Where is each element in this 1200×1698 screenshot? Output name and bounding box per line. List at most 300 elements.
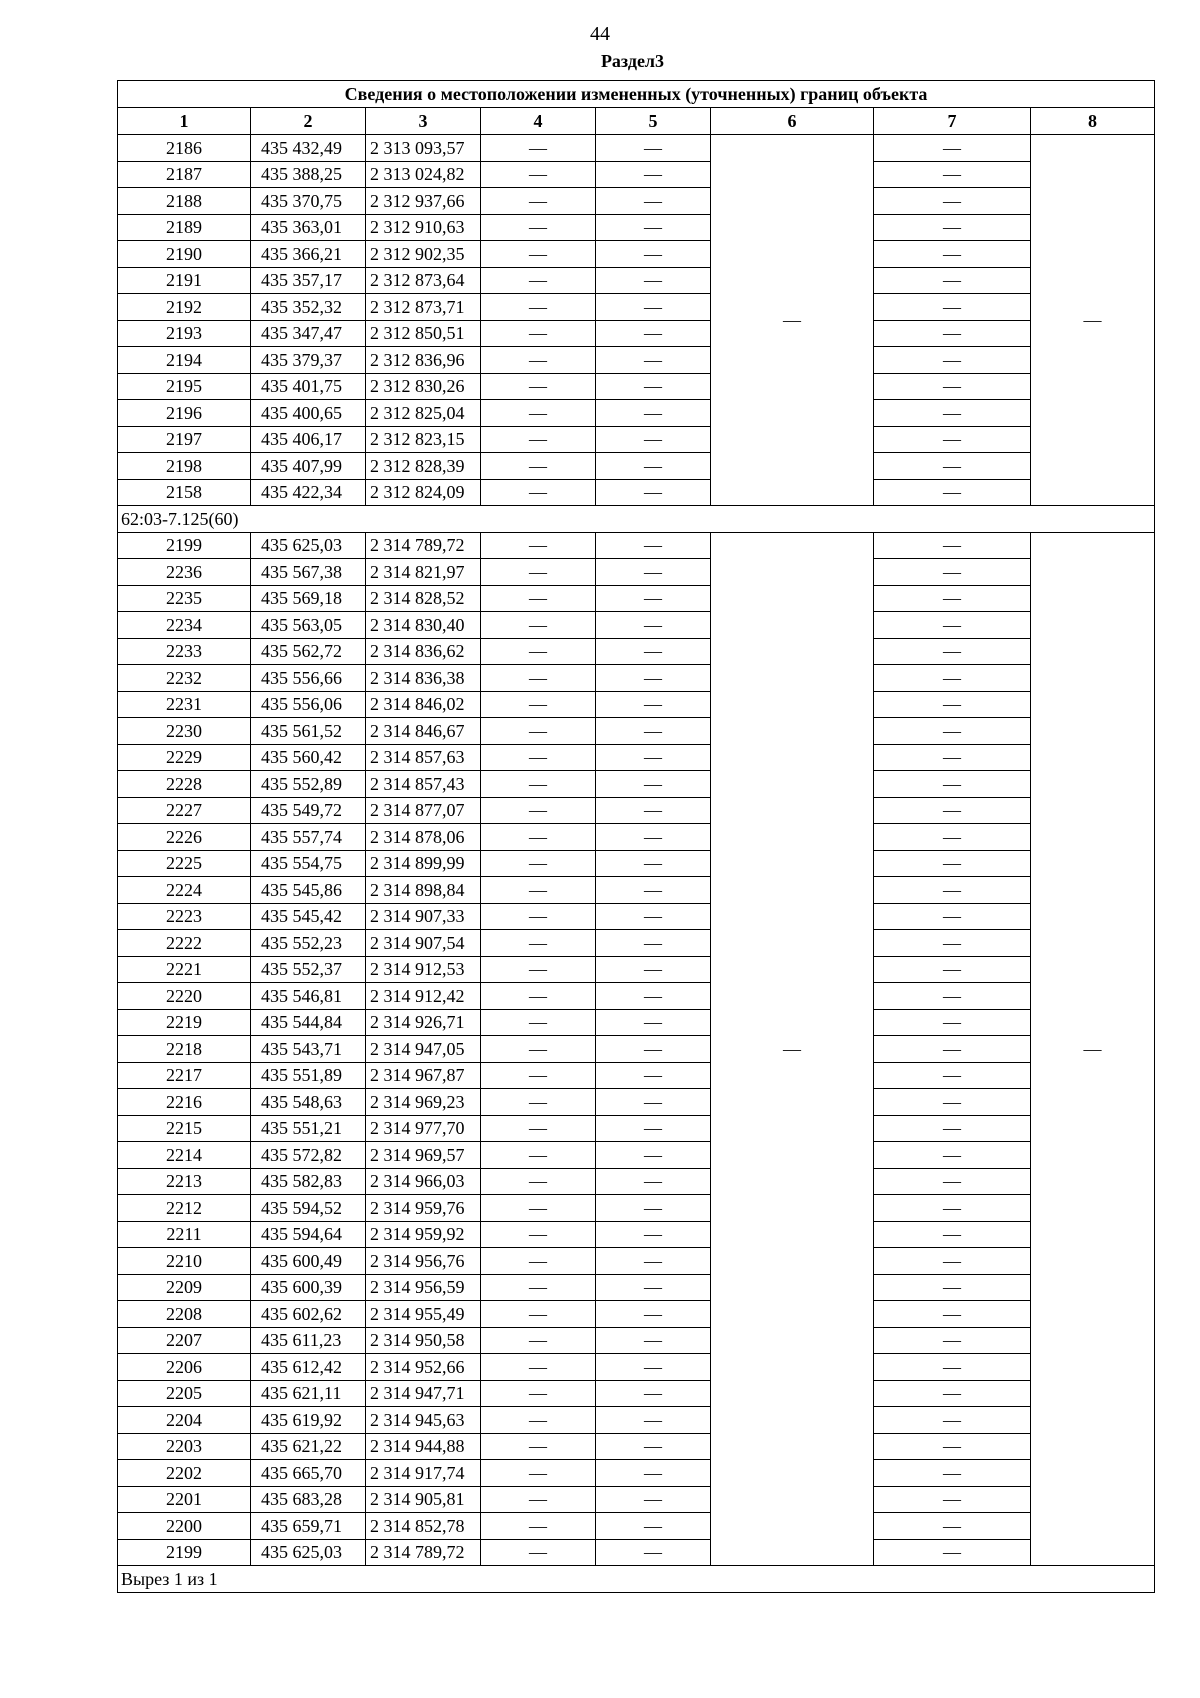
point-number-cell: 2187: [118, 161, 251, 188]
dash-cell: —: [596, 850, 711, 877]
table-row: [118, 1036, 1155, 1063]
y-coordinate-cell: 2 314 959,92: [366, 1221, 481, 1248]
dash-cell: —: [874, 426, 1031, 453]
table-row: [118, 1327, 1155, 1354]
dash-cell: —: [481, 1301, 596, 1328]
point-number-cell: 2218: [118, 1036, 251, 1063]
dash-cell: —: [874, 320, 1031, 347]
dash-cell: —: [481, 797, 596, 824]
y-coordinate-cell: 2 314 857,63: [366, 744, 481, 771]
point-number-cell: 2221: [118, 956, 251, 983]
table-row: [118, 1168, 1155, 1195]
dash-cell: —: [874, 1433, 1031, 1460]
dash-cell: —: [874, 612, 1031, 639]
dash-cell: —: [596, 188, 711, 215]
y-coordinate-cell: 2 314 944,88: [366, 1433, 481, 1460]
dash-cell: —: [874, 1274, 1031, 1301]
table-row: [118, 983, 1155, 1010]
table-row: [118, 161, 1155, 188]
point-number-cell: 2193: [118, 320, 251, 347]
point-number-cell: 2216: [118, 1089, 251, 1116]
y-coordinate-cell: 2 313 024,82: [366, 161, 481, 188]
point-number-cell: 2210: [118, 1248, 251, 1275]
table-row: [118, 532, 1155, 559]
x-coordinate-cell: 435 567,38: [251, 559, 366, 586]
y-coordinate-cell: 2 314 969,23: [366, 1089, 481, 1116]
dash-cell: —: [481, 1513, 596, 1540]
dash-cell: —: [874, 1407, 1031, 1434]
dash-cell: —: [874, 559, 1031, 586]
dash-cell: —: [596, 135, 711, 162]
point-number-cell: 2201: [118, 1486, 251, 1513]
table-row: [118, 1460, 1155, 1487]
x-coordinate-cell: 435 548,63: [251, 1089, 366, 1116]
table-row: [118, 1009, 1155, 1036]
dash-cell: —: [596, 1221, 711, 1248]
x-coordinate-cell: 435 543,71: [251, 1036, 366, 1063]
dash-cell: —: [596, 267, 711, 294]
dash-cell: —: [874, 188, 1031, 215]
point-number-cell: 2208: [118, 1301, 251, 1328]
dash-cell: —: [481, 559, 596, 586]
y-coordinate-cell: 2 314 846,02: [366, 691, 481, 718]
table-row: [118, 1433, 1155, 1460]
dash-cell: —: [481, 1221, 596, 1248]
y-coordinate-cell: 2 314 789,72: [366, 532, 481, 559]
x-coordinate-cell: 435 551,21: [251, 1115, 366, 1142]
x-coordinate-cell: 435 621,22: [251, 1433, 366, 1460]
dash-cell: —: [596, 241, 711, 268]
dash-cell: —: [596, 1062, 711, 1089]
x-coordinate-cell: 435 388,25: [251, 161, 366, 188]
y-coordinate-cell: 2 314 836,38: [366, 665, 481, 692]
dash-cell: —: [874, 585, 1031, 612]
table-row: [118, 373, 1155, 400]
boundary-coordinates-table: [117, 80, 1155, 1593]
table-row: [118, 1195, 1155, 1222]
x-coordinate-cell: 435 556,06: [251, 691, 366, 718]
dash-cell: —: [874, 1221, 1031, 1248]
y-coordinate-cell: 2 312 825,04: [366, 400, 481, 427]
x-coordinate-cell: 435 659,71: [251, 1513, 366, 1540]
y-coordinate-cell: 2 314 905,81: [366, 1486, 481, 1513]
table-row: [118, 771, 1155, 798]
dash-cell: —: [874, 294, 1031, 321]
dash-cell: —: [874, 1513, 1031, 1540]
y-coordinate-cell: 2 314 956,76: [366, 1248, 481, 1275]
y-coordinate-cell: 2 314 956,59: [366, 1274, 481, 1301]
point-number-cell: 2200: [118, 1513, 251, 1540]
x-coordinate-cell: 435 552,37: [251, 956, 366, 983]
x-coordinate-cell: 435 544,84: [251, 1009, 366, 1036]
point-number-cell: 2199: [118, 532, 251, 559]
dash-cell: —: [481, 930, 596, 957]
table-row: [118, 135, 1155, 162]
dash-cell: —: [481, 1195, 596, 1222]
x-coordinate-cell: 435 572,82: [251, 1142, 366, 1169]
dash-cell: —: [874, 691, 1031, 718]
section-title: Раздел3: [600, 51, 665, 71]
dash-cell: —: [481, 1142, 596, 1169]
point-number-cell: 2225: [118, 850, 251, 877]
y-coordinate-cell: 2 314 966,03: [366, 1168, 481, 1195]
dash-cell: —: [481, 426, 596, 453]
dash-cell: —: [874, 241, 1031, 268]
dash-cell: —: [481, 665, 596, 692]
y-coordinate-cell: 2 314 907,33: [366, 903, 481, 930]
dash-cell: —: [596, 638, 711, 665]
point-number-cell: 2194: [118, 347, 251, 374]
table-row: [118, 1221, 1155, 1248]
column-number: 4: [481, 108, 596, 135]
table-row: [118, 479, 1155, 506]
table-row: [118, 267, 1155, 294]
point-number-cell: 2214: [118, 1142, 251, 1169]
x-coordinate-cell: 435 347,47: [251, 320, 366, 347]
table-row: [118, 850, 1155, 877]
x-coordinate-cell: 435 560,42: [251, 744, 366, 771]
dash-cell: —: [596, 1115, 711, 1142]
dash-cell: —: [481, 373, 596, 400]
dash-cell: —: [874, 400, 1031, 427]
y-coordinate-cell: 2 314 969,57: [366, 1142, 481, 1169]
table-row: [118, 1089, 1155, 1116]
y-coordinate-cell: 2 314 857,43: [366, 771, 481, 798]
y-coordinate-cell: 2 314 907,54: [366, 930, 481, 957]
table-row: [118, 347, 1155, 374]
dash-cell: —: [481, 1433, 596, 1460]
x-coordinate-cell: 435 551,89: [251, 1062, 366, 1089]
dash-cell: —: [596, 161, 711, 188]
dash-cell: —: [596, 426, 711, 453]
dash-cell: —: [596, 1433, 711, 1460]
point-number-cell: 2206: [118, 1354, 251, 1381]
y-coordinate-cell: 2 314 912,53: [366, 956, 481, 983]
x-coordinate-cell: 435 594,64: [251, 1221, 366, 1248]
x-coordinate-cell: 435 562,72: [251, 638, 366, 665]
table-row: [118, 241, 1155, 268]
table-row: [118, 1407, 1155, 1434]
dash-cell: —: [481, 1036, 596, 1063]
dash-cell: —: [596, 320, 711, 347]
y-coordinate-cell: 2 314 899,99: [366, 850, 481, 877]
cadastral-subheader: 62:03-7.125(60): [118, 506, 1155, 533]
point-number-cell: 2226: [118, 824, 251, 851]
x-coordinate-cell: 435 363,01: [251, 214, 366, 241]
dash-cell: —: [874, 1062, 1031, 1089]
dash-cell: —: [874, 1142, 1031, 1169]
dash-cell: —: [481, 850, 596, 877]
merged-dash-cell: —: [711, 532, 874, 1566]
dash-cell: —: [481, 453, 596, 480]
merged-dash-cell: —: [1031, 135, 1155, 506]
y-coordinate-cell: 2 312 873,64: [366, 267, 481, 294]
x-coordinate-cell: 435 370,75: [251, 188, 366, 215]
y-coordinate-cell: 2 314 926,71: [366, 1009, 481, 1036]
table-row: [118, 426, 1155, 453]
dash-cell: —: [874, 347, 1031, 374]
y-coordinate-cell: 2 314 917,74: [366, 1460, 481, 1487]
point-number-cell: 2223: [118, 903, 251, 930]
point-number-cell: 2224: [118, 877, 251, 904]
dash-cell: —: [874, 1009, 1031, 1036]
dash-cell: —: [481, 1407, 596, 1434]
table-row: [118, 824, 1155, 851]
dash-cell: —: [596, 983, 711, 1010]
dash-cell: —: [481, 691, 596, 718]
table-row: [118, 294, 1155, 321]
table-row: [118, 1062, 1155, 1089]
dash-cell: —: [596, 532, 711, 559]
dash-cell: —: [596, 1009, 711, 1036]
point-number-cell: 2230: [118, 718, 251, 745]
dash-cell: —: [874, 161, 1031, 188]
dash-cell: —: [874, 718, 1031, 745]
page-number: 44: [590, 23, 610, 45]
x-coordinate-cell: 435 600,39: [251, 1274, 366, 1301]
dash-cell: —: [481, 135, 596, 162]
table-body: [118, 81, 1155, 1593]
dash-cell: —: [874, 930, 1031, 957]
y-coordinate-cell: 2 314 898,84: [366, 877, 481, 904]
dash-cell: —: [481, 1327, 596, 1354]
point-number-cell: 2220: [118, 983, 251, 1010]
y-coordinate-cell: 2 314 950,58: [366, 1327, 481, 1354]
y-coordinate-cell: 2 314 836,62: [366, 638, 481, 665]
y-coordinate-cell: 2 314 828,52: [366, 585, 481, 612]
dash-cell: —: [596, 294, 711, 321]
dash-cell: —: [596, 1539, 711, 1566]
point-number-cell: 2191: [118, 267, 251, 294]
point-number-cell: 2228: [118, 771, 251, 798]
point-number-cell: 2231: [118, 691, 251, 718]
table-title: Сведения о местоположении измененных (уточненных) границ объекта: [118, 81, 1155, 108]
dash-cell: —: [596, 903, 711, 930]
column-number: 1: [118, 108, 251, 135]
point-number-cell: 2198: [118, 453, 251, 480]
dash-cell: —: [874, 1036, 1031, 1063]
dash-cell: —: [874, 1327, 1031, 1354]
dash-cell: —: [596, 1513, 711, 1540]
x-coordinate-cell: 435 602,62: [251, 1301, 366, 1328]
dash-cell: —: [874, 956, 1031, 983]
dash-cell: —: [874, 638, 1031, 665]
dash-cell: —: [481, 214, 596, 241]
x-coordinate-cell: 435 545,42: [251, 903, 366, 930]
dash-cell: —: [874, 1380, 1031, 1407]
y-coordinate-cell: 2 314 846,67: [366, 718, 481, 745]
y-coordinate-cell: 2 312 850,51: [366, 320, 481, 347]
table-row: [118, 1301, 1155, 1328]
dash-cell: —: [596, 453, 711, 480]
footer-row: [118, 1566, 1155, 1593]
table-row: [118, 320, 1155, 347]
dash-cell: —: [874, 267, 1031, 294]
y-coordinate-cell: 2 314 947,71: [366, 1380, 481, 1407]
y-coordinate-cell: 2 314 852,78: [366, 1513, 481, 1540]
x-coordinate-cell: 435 352,32: [251, 294, 366, 321]
dash-cell: —: [596, 400, 711, 427]
y-coordinate-cell: 2 314 967,87: [366, 1062, 481, 1089]
dash-cell: —: [596, 559, 711, 586]
dash-cell: —: [874, 214, 1031, 241]
point-number-cell: 2203: [118, 1433, 251, 1460]
dash-cell: —: [874, 373, 1031, 400]
y-coordinate-cell: 2 314 952,66: [366, 1354, 481, 1381]
dash-cell: —: [874, 1460, 1031, 1487]
x-coordinate-cell: 435 545,86: [251, 877, 366, 904]
dash-cell: —: [481, 294, 596, 321]
x-coordinate-cell: 435 400,65: [251, 400, 366, 427]
point-number-cell: 2234: [118, 612, 251, 639]
subheader-row: [118, 506, 1155, 533]
table-row: [118, 956, 1155, 983]
table-row: [118, 1513, 1155, 1540]
dash-cell: —: [596, 930, 711, 957]
dash-cell: —: [481, 1539, 596, 1566]
dash-cell: —: [481, 585, 596, 612]
point-number-cell: 2222: [118, 930, 251, 957]
point-number-cell: 2188: [118, 188, 251, 215]
table-row: [118, 559, 1155, 586]
dash-cell: —: [874, 1248, 1031, 1275]
table-row: [118, 797, 1155, 824]
x-coordinate-cell: 435 569,18: [251, 585, 366, 612]
column-number: 6: [711, 108, 874, 135]
dash-cell: —: [596, 1407, 711, 1434]
x-coordinate-cell: 435 407,99: [251, 453, 366, 480]
x-coordinate-cell: 435 379,37: [251, 347, 366, 374]
dash-cell: —: [596, 1142, 711, 1169]
y-coordinate-cell: 2 314 830,40: [366, 612, 481, 639]
dash-cell: —: [481, 1168, 596, 1195]
dash-cell: —: [874, 771, 1031, 798]
dash-cell: —: [596, 1195, 711, 1222]
table-row: [118, 930, 1155, 957]
dash-cell: —: [481, 1009, 596, 1036]
x-coordinate-cell: 435 549,72: [251, 797, 366, 824]
point-number-cell: 2204: [118, 1407, 251, 1434]
x-coordinate-cell: 435 552,23: [251, 930, 366, 957]
dash-cell: —: [481, 1380, 596, 1407]
table-row: [118, 1354, 1155, 1381]
table-row: [118, 1115, 1155, 1142]
point-number-cell: 2236: [118, 559, 251, 586]
dash-cell: —: [874, 665, 1031, 692]
dash-cell: —: [481, 1486, 596, 1513]
table-row: [118, 1539, 1155, 1566]
x-coordinate-cell: 435 563,05: [251, 612, 366, 639]
y-coordinate-cell: 2 314 959,76: [366, 1195, 481, 1222]
dash-cell: —: [596, 585, 711, 612]
table-row: [118, 453, 1155, 480]
x-coordinate-cell: 435 554,75: [251, 850, 366, 877]
point-number-cell: 2192: [118, 294, 251, 321]
x-coordinate-cell: 435 600,49: [251, 1248, 366, 1275]
x-coordinate-cell: 435 625,03: [251, 1539, 366, 1566]
dash-cell: —: [874, 850, 1031, 877]
dash-cell: —: [596, 771, 711, 798]
dash-cell: —: [481, 241, 596, 268]
dash-cell: —: [596, 665, 711, 692]
dash-cell: —: [481, 638, 596, 665]
column-number-row: [118, 108, 1155, 135]
y-coordinate-cell: 2 312 902,35: [366, 241, 481, 268]
merged-dash-cell: —: [1031, 532, 1155, 1566]
x-coordinate-cell: 435 625,03: [251, 532, 366, 559]
column-number: 3: [366, 108, 481, 135]
x-coordinate-cell: 435 401,75: [251, 373, 366, 400]
point-number-cell: 2196: [118, 400, 251, 427]
dash-cell: —: [481, 983, 596, 1010]
dash-cell: —: [596, 1168, 711, 1195]
table-row: [118, 1142, 1155, 1169]
point-number-cell: 2197: [118, 426, 251, 453]
table-row: [118, 877, 1155, 904]
dash-cell: —: [481, 612, 596, 639]
dash-cell: —: [596, 1380, 711, 1407]
y-coordinate-cell: 2 312 836,96: [366, 347, 481, 374]
x-coordinate-cell: 435 552,89: [251, 771, 366, 798]
x-coordinate-cell: 435 357,17: [251, 267, 366, 294]
dash-cell: —: [596, 691, 711, 718]
point-number-cell: 2213: [118, 1168, 251, 1195]
dash-cell: —: [596, 1036, 711, 1063]
table-row: [118, 744, 1155, 771]
table-footer: Вырез 1 из 1: [118, 1566, 1155, 1593]
y-coordinate-cell: 2 314 947,05: [366, 1036, 481, 1063]
dash-cell: —: [481, 903, 596, 930]
dash-cell: —: [596, 612, 711, 639]
point-number-cell: 2219: [118, 1009, 251, 1036]
point-number-cell: 2235: [118, 585, 251, 612]
dash-cell: —: [874, 903, 1031, 930]
table-row: [118, 718, 1155, 745]
point-number-cell: 2190: [118, 241, 251, 268]
column-number: 7: [874, 108, 1031, 135]
x-coordinate-cell: 435 422,34: [251, 479, 366, 506]
y-coordinate-cell: 2 312 828,39: [366, 453, 481, 480]
dash-cell: —: [481, 718, 596, 745]
column-number: 5: [596, 108, 711, 135]
point-number-cell: 2215: [118, 1115, 251, 1142]
dash-cell: —: [874, 1486, 1031, 1513]
dash-cell: —: [481, 1248, 596, 1275]
dash-cell: —: [596, 1274, 711, 1301]
table-row: [118, 691, 1155, 718]
dash-cell: —: [596, 1327, 711, 1354]
dash-cell: —: [596, 797, 711, 824]
y-coordinate-cell: 2 313 093,57: [366, 135, 481, 162]
dash-cell: —: [596, 214, 711, 241]
point-number-cell: 2207: [118, 1327, 251, 1354]
point-number-cell: 2212: [118, 1195, 251, 1222]
dash-cell: —: [874, 983, 1031, 1010]
dash-cell: —: [596, 479, 711, 506]
dash-cell: —: [596, 1089, 711, 1116]
dash-cell: —: [874, 1301, 1031, 1328]
table-title-row: [118, 81, 1155, 108]
x-coordinate-cell: 435 561,52: [251, 718, 366, 745]
y-coordinate-cell: 2 314 945,63: [366, 1407, 481, 1434]
dash-cell: —: [874, 532, 1031, 559]
table-row: [118, 214, 1155, 241]
table-row: [118, 1248, 1155, 1275]
column-number: 8: [1031, 108, 1155, 135]
point-number-cell: 2199: [118, 1539, 251, 1566]
y-coordinate-cell: 2 314 955,49: [366, 1301, 481, 1328]
dash-cell: —: [481, 1089, 596, 1116]
